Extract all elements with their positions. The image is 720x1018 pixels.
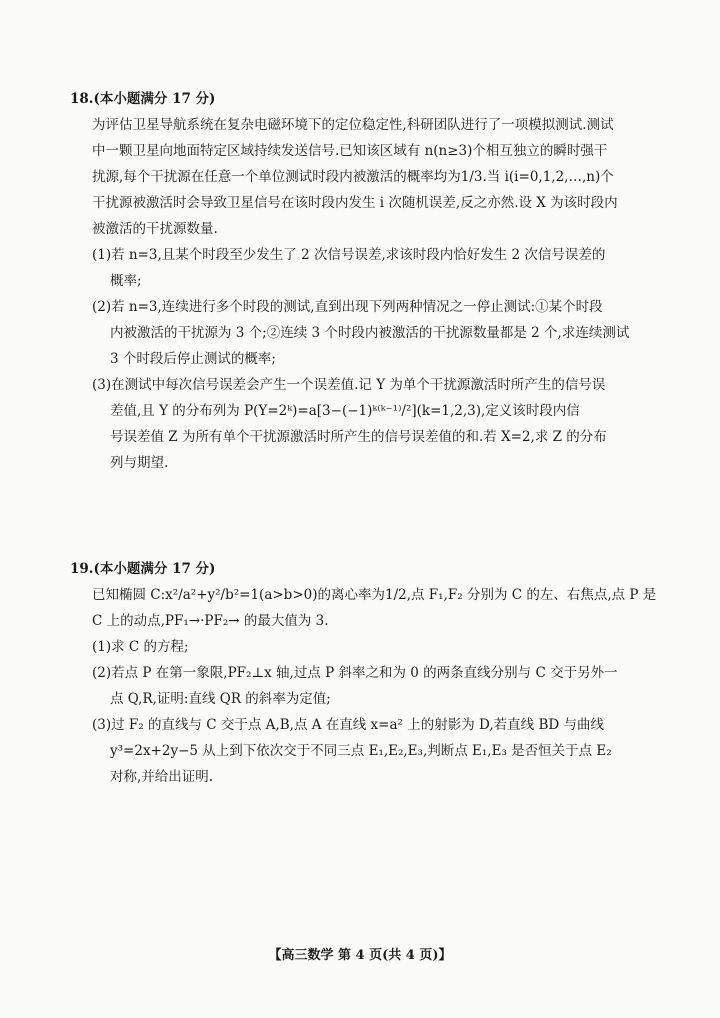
text-line: 对称,并给出证明. <box>110 769 214 785</box>
text-line: (1)求 C 的方程; <box>92 639 189 655</box>
question-19-part-2 <box>70 660 670 712</box>
text-line: 概率; <box>110 273 142 289</box>
question-18-part-3 <box>70 372 670 476</box>
question-19-part-1 <box>70 634 670 660</box>
text-line: C 上的动点,PF₁→·PF₂→ 的最大值为 3. <box>92 613 329 629</box>
question-18-part-2 <box>70 294 670 372</box>
text-line: 点 Q,R,证明:直线 QR 的斜率为定值; <box>110 691 331 707</box>
question-18-header: 18.(本小题满分 17 分) <box>70 91 216 107</box>
text-line: (3)在测试中每次信号误差会产生一个误差值.记 Y 为单个干扰源激活时所产生的信号误 <box>92 377 606 393</box>
text-line: 中一颗卫星向地面特定区域持续发送信号.已知该区域有 n(n≥3)个相互独立的瞬时强干 <box>92 143 608 159</box>
text-line: 3 个时段后停止测试的概率; <box>110 351 276 367</box>
text-line: 差值,且 Y 的分布列为 P(Y=2ᵏ)=a[3−(−1)ᵏ⁽ᵏ⁻¹⁾/²](k=1,2,3),定义该时段内信 <box>110 403 580 419</box>
text-line: 号误差值 Z 为所有单个干扰源激活时所产生的信号误差值的和.若 X=2,求 Z 的分布 <box>110 429 607 445</box>
question-18-part-1 <box>70 242 670 294</box>
question-19-part-3 <box>70 712 670 790</box>
text-line: 列与期望. <box>110 455 169 471</box>
text-line: (2)若点 P 在第一象限,PF₂⊥x 轴,过点 P 斜率之和为 0 的两条直线分别与 C 交于另外一 <box>92 665 618 681</box>
text-line: 已知椭圆 C:x²/a²+y²/b²=1(a>b>0)的离心率为1/2,点 F₁,F₂ 分别为 C 的左、右焦点,点 P 是 <box>92 587 657 603</box>
text-line: 内被激活的干扰源为 3 个;②连续 3 个时段内被激活的干扰源数量都是 2 个,求连续测试 <box>110 325 630 341</box>
text-line: 干扰源被激活时会导致卫星信号在该时段内发生 i 次随机误差,反之亦然.设 X 为该时段内 <box>92 195 618 211</box>
text-line: (1)若 n=3,且某个时段至少发生了 2 次信号误差,求该时段内恰好发生 2 次信号误差的 <box>92 247 606 263</box>
question-19-intro <box>70 582 670 634</box>
page-footer: 【高三数学 第 4 页(共 4 页)】 <box>268 948 452 963</box>
text-line: 为评估卫星导航系统在复杂电磁环境下的定位稳定性,科研团队进行了一项模拟测试.测试 <box>92 117 614 133</box>
text-line: 扰源,每个干扰源在任意一个单位测试时段内被激活的概率均为1/3.当 i(i=0,1,2,…,n)个 <box>92 169 614 185</box>
text-line: 被激活的干扰源数量. <box>92 221 218 237</box>
text-line: y³=2x+2y−5 从上到下依次交于不同三点 E₁,E₂,E₃,判断点 E₁,E₃ 是否恒关于点 E₂ <box>110 743 612 759</box>
question-18 <box>70 88 670 476</box>
question-19-header: 19.(本小题满分 17 分) <box>70 561 216 577</box>
text-line: (2)若 n=3,连续进行多个时段的测试,直到出现下列两种情况之一停止测试:①某个时段 <box>92 299 603 315</box>
text-line: (3)过 F₂ 的直线与 C 交于点 A,B,点 A 在直线 x=a² 上的射影为 D,若直线 BD 与曲线 <box>92 717 604 733</box>
question-19 <box>70 558 670 790</box>
question-18-intro <box>70 112 670 242</box>
